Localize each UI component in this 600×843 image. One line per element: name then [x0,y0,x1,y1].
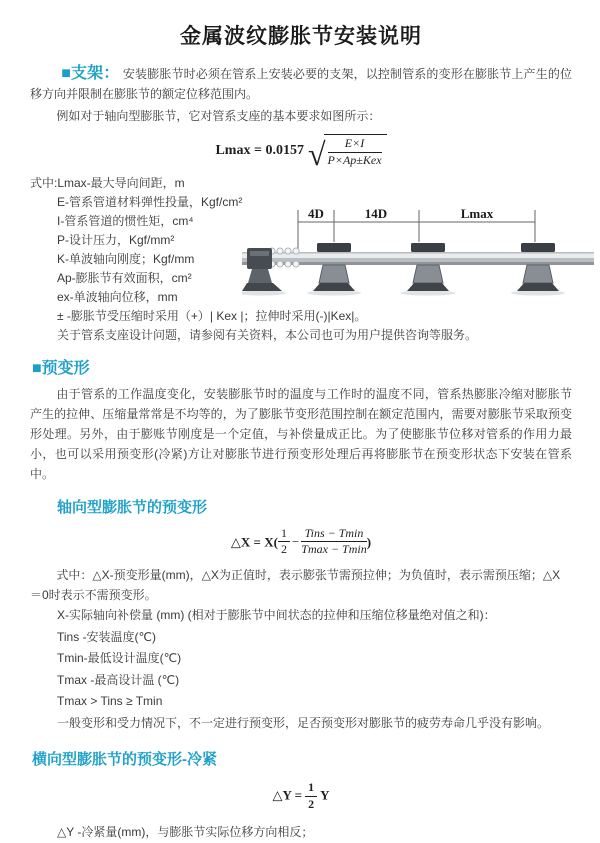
definition-line: ± -膨胀节受压缩时采用（+）| Kex |；拉伸时采用(-)|Kex|。 [57,308,367,323]
axial-preform-heading: 轴向型膨胀节的预变形 [57,498,208,516]
axial-note-line: 一般变形和受力情况下，不一定进行预变形，足否预变形对膨胀节的疲劳寿命几乎没有影响。 [57,715,550,730]
half-fraction: $\frac{1}{2}$ [305,781,317,812]
sqrt-expression [307,134,387,172]
axial-note-line: Tins -安装温度(℃) [57,629,157,644]
guide-support [313,243,355,291]
temperature-fraction: $\frac{\text{Tins − Tmin}}{Tmax - Tmin}$ [301,525,367,557]
section-support-heading: ■支架： [61,65,120,82]
definition-line: 式中:Lmax-最大导向间距，m [30,175,185,190]
axial-note-line: Tmax > Tins ≥ Tmin [57,694,163,709]
axial-explain-text: 式中：△X-预变形量(mm)，△X为正值时，表示膨张节需预拉伸；为负值时，表示需预压缩；△X＝0时表示不需预变形。 [30,568,561,603]
half-fraction: $\frac{1}{2}$ [278,527,290,558]
section-preform-heading: ■预变形 [32,359,90,377]
definition-line: K-单波轴向刚度；Kgf/mm [57,251,195,266]
axial-note-line: Tmin-最低设计温度(℃) [57,651,182,666]
axial-notes [30,605,572,734]
definition-line: Ap-膨胀节有效面积，cm² [57,270,192,285]
guide-support [407,243,449,291]
dim-label-lmax: Lmax [460,205,494,221]
definition-line: I-管系管道的惯性矩，cm⁴ [57,213,194,228]
axial-note-line: Tmax -最高设计温 (℃) [57,672,180,687]
pipe-support-diagram [242,202,594,302]
dim-label-14d: 14D [364,205,388,221]
radical-sign: √ [307,135,326,172]
formula-denominator: P×Ap±Kex [327,152,382,167]
definition-line: E-管系管道材料弹性投量，Kgf/cm² [57,194,243,209]
support-intro-paragraph [30,64,572,104]
lateral-formula-rhs: Y [320,787,330,803]
lateral-note-text: △Y -冷紧量(mm)，与膨胀节实际位移方向相反； [57,824,314,839]
lateral-preform-heading: 横向型膨胀节的预变形-冷紧 [32,751,217,769]
axial-formula-rhs: ) [366,533,372,549]
dim-label-4d: 4D [308,205,324,221]
guide-support [517,243,559,291]
formula-numerator: E×I [328,137,382,153]
lmax-formula [30,134,572,172]
support-shadows [242,290,565,295]
axial-formula [30,527,572,558]
axial-note-line: X-实际轴向补偿量 (mm) (相对于膨胀节中间状态的拉伸和压缩位移量绝对值之和)： [57,608,496,623]
formula-lhs: Lmax = 0.0157 [215,142,304,158]
lateral-formula [30,781,572,812]
minus-sign: − [291,533,300,549]
support-intro-text: 安装膨胀节时必须在管系上安装必要的支架，以控制管系的变形在膨胀节上产生的位移方向并限制在膨胀节的额定位移范围内。 [30,67,572,101]
page-title: 金属波纹膨胀节安装说明 [180,25,422,48]
support-example-text: 例如对于轴向型膨胀节，它对管系支座的基本要求如图所示： [56,109,381,123]
definition-line: ex-单波轴向位移，mm [57,289,178,304]
definition-line: 关于管系支座设计问题，请参阅有关资料，本公司也可为用户提供咨询等服务。 [57,327,478,342]
lateral-formula-lhs: △Y = [272,787,303,803]
definition-line: P-设计压力，Kgf/mm² [57,232,175,247]
definitions-block [30,174,572,345]
preform-body-text: 由于管系的工作温度变化，安装膨胀节时的温度与工作时的温度不同，管系热膨胀冷缩对膨胀节产生的拉伸、压缩量常常是不均等的，为了膨胀节变形范围控制在额定范围内，需要对膨胀节采取预变形处理。另外，由于膨账节刚度是一个定值，与补偿量成正比。为了使膨胀节位移对管系的作用力最小，也可以采用预变形(冷紧)方让对膨胀节进行预变形处理后再将膨胀节在预变形状态下安装在管系中。 [30,386,572,481]
axial-formula-lhs: △X = X( [230,533,278,549]
